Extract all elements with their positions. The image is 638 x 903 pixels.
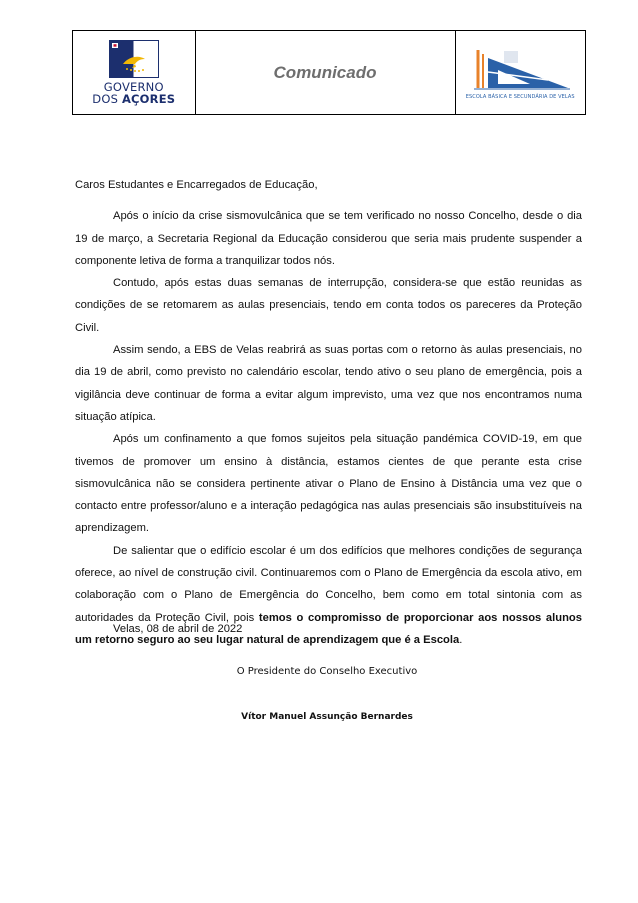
azores-government-flag-logo-icon — [109, 40, 159, 78]
place-and-date: Velas, 08 de abril de 2022 — [113, 623, 243, 635]
government-logo-line1: GOVERNO — [103, 80, 164, 94]
school-triangle-logo-icon — [468, 46, 572, 92]
school-logo-caption: ESCOLA BÁSICA E SECUNDÁRIA DE VELAS — [465, 93, 575, 100]
government-logo-line2-prefix: DOS — [92, 92, 122, 106]
final-paragraph-emphasis: temos o compromisso de proporcionar aos nossos alunos um retorno seguro ao seu lugar natural de aprendizagem que é a Escola — [75, 611, 582, 646]
government-logo-text — [92, 81, 175, 105]
letter-paragraph: Após um confinamento a que fomos sujeitos pela situação pandémica COVID-19, em que tivemos de promover um ensino à distância, estamos cientes de que perante esta crise sismovulcânica não se considera pertinente ativar o Plano de Ensino à Distância uma vez que o contacto entre professor/aluno e a interação pedagógica nas aulas presenciais são insubstituíveis na aprendizagem. — [75, 433, 582, 535]
letter-paragraph: Assim sendo, a EBS de Velas reabrirá as suas portas com o retorno às aulas presenciais, no dia 19 de abril, como previsto no calendário escolar, tendo ativo o seu plano de emergência, pois a vigilância deve continuar de forma a evitar algum imprevisto, uma vez que nos encontramos numa situação atípica. — [75, 344, 582, 423]
header-right-logo-cell — [456, 31, 585, 114]
signer-title: O Presidente do Conselho Executivo — [236, 666, 418, 677]
final-paragraph-text: De salientar que o edifício escolar é um dos edifícios que melhores condições de segurança oferece, ao nível de construção civil. Continuaremos com o Plano de Emergência da escola ativo, em colaboração com o Plano de Emergência do Concelho, bem como em total sintonia com as autoridades da Proteção Civil, pois — [75, 544, 582, 624]
signer-name: Vítor Manuel Assunção Bernardes — [241, 712, 413, 722]
document-header — [72, 30, 586, 115]
header-left-logo-cell — [73, 31, 196, 114]
final-paragraph-end: . — [459, 633, 463, 646]
header-title-cell — [196, 31, 456, 114]
letter-paragraph: Contudo, após estas duas semanas de interrupção, considera-se que estão reunidas as condições de se retomarem as aulas presenciais, tendo em conta todos os pareceres da Proteção Civil. — [75, 277, 582, 334]
document-title: Comunicado — [273, 62, 377, 82]
government-logo-line2-bold: AÇORES — [121, 92, 176, 106]
letter-salutation: Caros Estudantes e Encarregados de Educação, — [75, 179, 318, 191]
letter-body — [75, 174, 582, 651]
government-logo-line2 — [92, 93, 175, 105]
letter-paragraph: Após o início da crise sismovulcânica que se tem verificado no nosso Concelho, desde o dia 19 de março, a Secretaria Regional da Educação considerou que seria mais prudente suspender a componente letiva de forma a tranquilizar todos nós. — [75, 210, 582, 267]
